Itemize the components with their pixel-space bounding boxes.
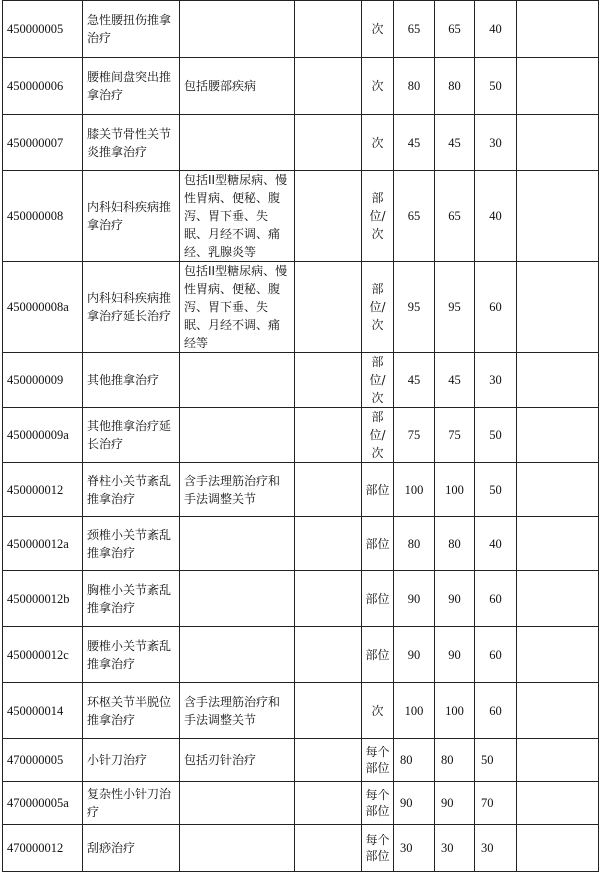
blank-cell <box>295 171 362 262</box>
item-name: 胸椎小关节紊乱推拿治疗 <box>83 571 180 627</box>
item-remark <box>517 58 599 115</box>
blank-cell <box>295 115 362 171</box>
item-name: 腰椎小关节紊乱推拿治疗 <box>83 627 180 683</box>
item-code: 450000008a <box>3 262 83 353</box>
item-note: 包括II型糖尿病、慢性胃病、便秘、腹泻、胃下垂、失眠、月经不调、痛经、乳腺炎等 <box>180 171 295 262</box>
item-code: 470000012 <box>3 825 83 872</box>
item-unit: 部位/次 <box>362 262 394 353</box>
price-a: 100 <box>394 463 435 517</box>
item-name: 小针刀治疗 <box>83 739 180 782</box>
item-remark <box>517 463 599 517</box>
item-note <box>180 825 295 872</box>
blank-cell <box>295 262 362 353</box>
item-note <box>180 571 295 627</box>
item-code: 450000009 <box>3 353 83 408</box>
table-row <box>3 463 599 517</box>
item-unit: 次 <box>362 683 394 739</box>
item-name: 刮痧治疗 <box>83 825 180 872</box>
item-code: 470000005 <box>3 739 83 782</box>
item-unit: 每个部位 <box>362 825 394 872</box>
price-c: 40 <box>475 171 517 262</box>
item-remark <box>517 517 599 571</box>
table-row <box>3 262 599 353</box>
price-a: 80 <box>394 739 435 782</box>
price-c: 70 <box>475 782 517 825</box>
blank-cell <box>295 782 362 825</box>
price-a: 90 <box>394 627 435 683</box>
item-code: 470000005a <box>3 782 83 825</box>
item-name: 急性腰扭伤推拿治疗 <box>83 1 180 58</box>
item-remark <box>517 115 599 171</box>
item-name: 环枢关节半脱位推拿治疗 <box>83 683 180 739</box>
item-note: 含手法理筋治疗和手法调整关节 <box>180 683 295 739</box>
price-c: 60 <box>475 683 517 739</box>
table-row <box>3 115 599 171</box>
item-code: 450000005 <box>3 1 83 58</box>
price-a: 65 <box>394 171 435 262</box>
item-note <box>180 353 295 408</box>
item-name: 内科妇科疾病推拿治疗延长治疗 <box>83 262 180 353</box>
item-unit: 部位/次 <box>362 171 394 262</box>
price-c: 60 <box>475 262 517 353</box>
blank-cell <box>295 825 362 872</box>
price-c: 40 <box>475 517 517 571</box>
item-name: 内科妇科疾病推拿治疗 <box>83 171 180 262</box>
item-name: 膝关节骨性关节炎推拿治疗 <box>83 115 180 171</box>
item-note <box>180 627 295 683</box>
item-remark <box>517 782 599 825</box>
item-remark <box>517 825 599 872</box>
item-name: 颈椎小关节紊乱推拿治疗 <box>83 517 180 571</box>
item-remark <box>517 571 599 627</box>
price-b: 65 <box>435 1 475 58</box>
table-row <box>3 1 599 58</box>
item-unit: 部位 <box>362 517 394 571</box>
price-a: 65 <box>394 1 435 58</box>
item-remark <box>517 408 599 463</box>
item-remark <box>517 739 599 782</box>
item-remark <box>517 627 599 683</box>
item-name: 复杂性小针刀治疗 <box>83 782 180 825</box>
price-c: 50 <box>475 58 517 115</box>
price-table-sheet <box>2 0 598 863</box>
price-c: 50 <box>475 739 517 782</box>
table-row <box>3 627 599 683</box>
price-a: 45 <box>394 353 435 408</box>
item-name: 腰椎间盘突出推拿治疗 <box>83 58 180 115</box>
price-c: 30 <box>475 353 517 408</box>
price-a: 95 <box>394 262 435 353</box>
blank-cell <box>295 463 362 517</box>
item-unit: 部位/次 <box>362 408 394 463</box>
price-b: 90 <box>435 627 475 683</box>
item-code: 450000012 <box>3 463 83 517</box>
item-unit: 部位 <box>362 463 394 517</box>
price-c: 60 <box>475 627 517 683</box>
item-code: 450000012b <box>3 571 83 627</box>
item-code: 450000012a <box>3 517 83 571</box>
price-a: 75 <box>394 408 435 463</box>
blank-cell <box>295 408 362 463</box>
price-c: 40 <box>475 1 517 58</box>
table-row <box>3 517 599 571</box>
blank-cell <box>295 739 362 782</box>
item-note <box>180 1 295 58</box>
price-b: 45 <box>435 115 475 171</box>
blank-cell <box>295 353 362 408</box>
table-row <box>3 739 599 782</box>
table-row <box>3 408 599 463</box>
blank-cell <box>295 683 362 739</box>
price-c: 60 <box>475 571 517 627</box>
price-b: 80 <box>435 517 475 571</box>
table-row <box>3 782 599 825</box>
item-unit: 部位/次 <box>362 353 394 408</box>
item-note <box>180 782 295 825</box>
item-unit: 次 <box>362 58 394 115</box>
blank-cell <box>295 517 362 571</box>
item-remark <box>517 353 599 408</box>
table-row <box>3 353 599 408</box>
item-code: 450000007 <box>3 115 83 171</box>
price-b: 45 <box>435 353 475 408</box>
price-b: 100 <box>435 683 475 739</box>
item-note: 包括腰部疾病 <box>180 58 295 115</box>
item-note <box>180 408 295 463</box>
price-a: 45 <box>394 115 435 171</box>
item-remark <box>517 171 599 262</box>
item-code: 450000008 <box>3 171 83 262</box>
price-b: 90 <box>435 571 475 627</box>
item-unit: 每个部位 <box>362 739 394 782</box>
price-b: 80 <box>435 58 475 115</box>
price-b: 80 <box>435 739 475 782</box>
price-c: 50 <box>475 408 517 463</box>
price-a: 90 <box>394 571 435 627</box>
item-code: 450000006 <box>3 58 83 115</box>
item-unit: 部位 <box>362 627 394 683</box>
table-row <box>3 683 599 739</box>
item-note: 含手法理筋治疗和手法调整关节 <box>180 463 295 517</box>
price-b: 65 <box>435 171 475 262</box>
item-note <box>180 517 295 571</box>
price-a: 90 <box>394 782 435 825</box>
table-row <box>3 825 599 872</box>
item-remark <box>517 1 599 58</box>
price-table <box>2 0 599 872</box>
price-b: 100 <box>435 463 475 517</box>
item-remark <box>517 262 599 353</box>
table-row <box>3 171 599 262</box>
item-code: 450000012c <box>3 627 83 683</box>
price-a: 100 <box>394 683 435 739</box>
item-code: 450000009a <box>3 408 83 463</box>
item-note: 包括II型糖尿病、慢性胃病、便秘、腹泻、胃下垂、失眠、月经不调、痛经等 <box>180 262 295 353</box>
item-unit: 次 <box>362 1 394 58</box>
table-row <box>3 58 599 115</box>
price-a: 30 <box>394 825 435 872</box>
item-name: 脊柱小关节紊乱推拿治疗 <box>83 463 180 517</box>
price-b: 75 <box>435 408 475 463</box>
item-note: 包括刃针治疗 <box>180 739 295 782</box>
price-c: 30 <box>475 825 517 872</box>
item-code: 450000014 <box>3 683 83 739</box>
blank-cell <box>295 571 362 627</box>
item-remark <box>517 683 599 739</box>
item-unit: 部位 <box>362 571 394 627</box>
blank-cell <box>295 58 362 115</box>
price-c: 30 <box>475 115 517 171</box>
item-unit: 次 <box>362 115 394 171</box>
blank-cell <box>295 1 362 58</box>
item-note <box>180 115 295 171</box>
table-row <box>3 571 599 627</box>
item-name: 其他推拿治疗延长治疗 <box>83 408 180 463</box>
price-c: 50 <box>475 463 517 517</box>
item-name: 其他推拿治疗 <box>83 353 180 408</box>
item-unit: 每个部位 <box>362 782 394 825</box>
price-b: 95 <box>435 262 475 353</box>
blank-cell <box>295 627 362 683</box>
price-a: 80 <box>394 58 435 115</box>
price-b: 90 <box>435 782 475 825</box>
price-a: 80 <box>394 517 435 571</box>
price-b: 30 <box>435 825 475 872</box>
